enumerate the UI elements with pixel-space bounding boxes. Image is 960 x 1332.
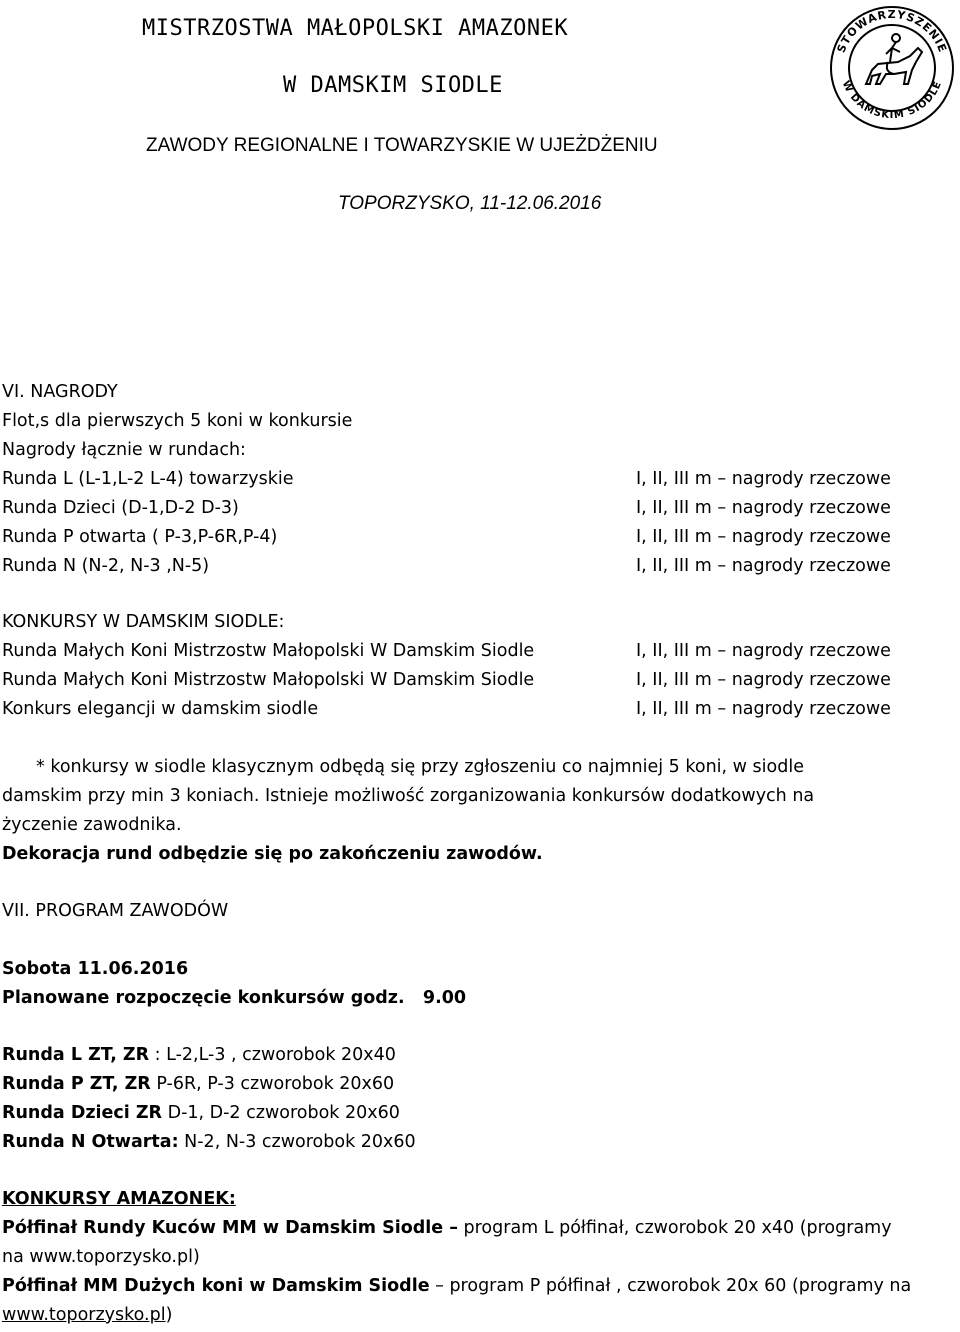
run-prize: I, II, III m – nagrody rzeczowe: [636, 527, 891, 547]
amazon-item-2-line2: www.toporzysko.pl): [2, 1305, 173, 1325]
amazon-heading: KONKURSY AMAZONEK:: [2, 1189, 236, 1209]
association-logo: [828, 4, 956, 132]
run-prize: I, II, III m – nagrody rzeczowe: [636, 469, 891, 489]
note-line-2: damskim przy min 3 koniach. Istnieje możliwość zorganizowania konkursów dodatkowych na: [2, 786, 815, 806]
svg-text:STOWARZYSZENIE: STOWARZYSZENIE: [834, 7, 950, 55]
amazon-item-1-line2: na www.toporzysko.pl): [2, 1247, 200, 1267]
run-prize: I, II, III m – nagrody rzeczowe: [636, 556, 891, 576]
run-name: Runda N (N-2, N-3 ,N-5): [2, 556, 210, 576]
title-line-2: W DAMSKIM SIODLE: [283, 73, 503, 98]
runs-prizes: [636, 465, 891, 581]
section6-heading: VI. NAGRODY: [2, 382, 118, 402]
runs-list: [2, 465, 294, 581]
title-line-1: MISTRZOSTWA MAŁOPOLSKI AMAZONEK: [142, 16, 569, 41]
program-round: Runda Dzieci ZR D-1, D-2 czworobok 20x60: [2, 1103, 400, 1123]
program-round: Runda N Otwarta: N-2, N-3 czworobok 20x60: [2, 1132, 416, 1152]
section6-line1: Flot‚s dla pierwszych 5 koni w konkursie: [2, 411, 353, 431]
konkursy-heading: KONKURSY W DAMSKIM SIODLE:: [2, 612, 285, 632]
svg-text:W DAMSKIM SIODLE: W DAMSKIM SIODLE: [839, 79, 945, 122]
konkurs-name: Konkurs elegancji w damskim siodle: [2, 699, 319, 719]
konkursy-list: [2, 637, 534, 724]
subtitle: ZAWODY REGIONALNE I TOWARZYSKIE W UJEŻDŻENIU: [146, 135, 658, 156]
konkurs-name: Runda Małych Koni Mistrzostw Małopolski W Damskim Siodle: [2, 670, 535, 690]
horse-rider-icon: [828, 4, 956, 132]
program-day: Sobota 11.06.2016: [2, 959, 189, 979]
place-date: TOPORZYSKO, 11-12.06.2016: [338, 193, 602, 214]
run-name: Runda L (L-1,L-2 L-4) towarzyskie: [2, 469, 294, 489]
program-rounds: [2, 1041, 416, 1157]
note-line-3: życzenie zawodnika.: [2, 815, 182, 835]
konkurs-name: Runda Małych Koni Mistrzostw Małopolski W Damskim Siodle: [2, 641, 535, 661]
konkursy-prizes: [636, 637, 891, 724]
konkurs-prize: I, II, III m – nagrody rzeczowe: [636, 699, 891, 719]
konkurs-prize: I, II, III m – nagrody rzeczowe: [636, 641, 891, 661]
amazon-item-1: Półfinał Rundy Kuców MM w Damskim Siodle – program L półfinał, czworobok 20 x40 (programy: [2, 1218, 892, 1238]
konkurs-prize: I, II, III m – nagrody rzeczowe: [636, 670, 891, 690]
section7-heading: VII. PROGRAM ZAWODÓW: [2, 901, 229, 921]
program-start: Planowane rozpoczęcie konkursów godz. 9.00: [2, 988, 467, 1008]
run-prize: I, II, III m – nagrody rzeczowe: [636, 498, 891, 518]
program-round: Runda L ZT, ZR : L-2,L-3 , czworobok 20x40: [2, 1045, 396, 1065]
program-round: Runda P ZT, ZR P-6R, P-3 czworobok 20x60: [2, 1074, 395, 1094]
amazon-item-2: Półfinał MM Dużych koni w Damskim Siodle – program P półfinał , czworobok 20x 60 (programy na: [2, 1276, 912, 1296]
note-line-1: * konkursy w siodle klasycznym odbędą się przy zgłoszeniu co najmniej 5 koni, w siodle: [36, 757, 804, 777]
run-name: Runda Dzieci (D-1,D-2 D-3): [2, 498, 239, 518]
decoration-note: Dekoracja rund odbędzie się po zakończeniu zawodów.: [2, 844, 543, 864]
section6-line2: Nagrody łącznie w rundach:: [2, 440, 246, 460]
run-name: Runda P otwarta ( P-3,P-6R,P-4): [2, 527, 278, 547]
toporzysko-link[interactable]: www.toporzysko.pl: [2, 1305, 166, 1325]
